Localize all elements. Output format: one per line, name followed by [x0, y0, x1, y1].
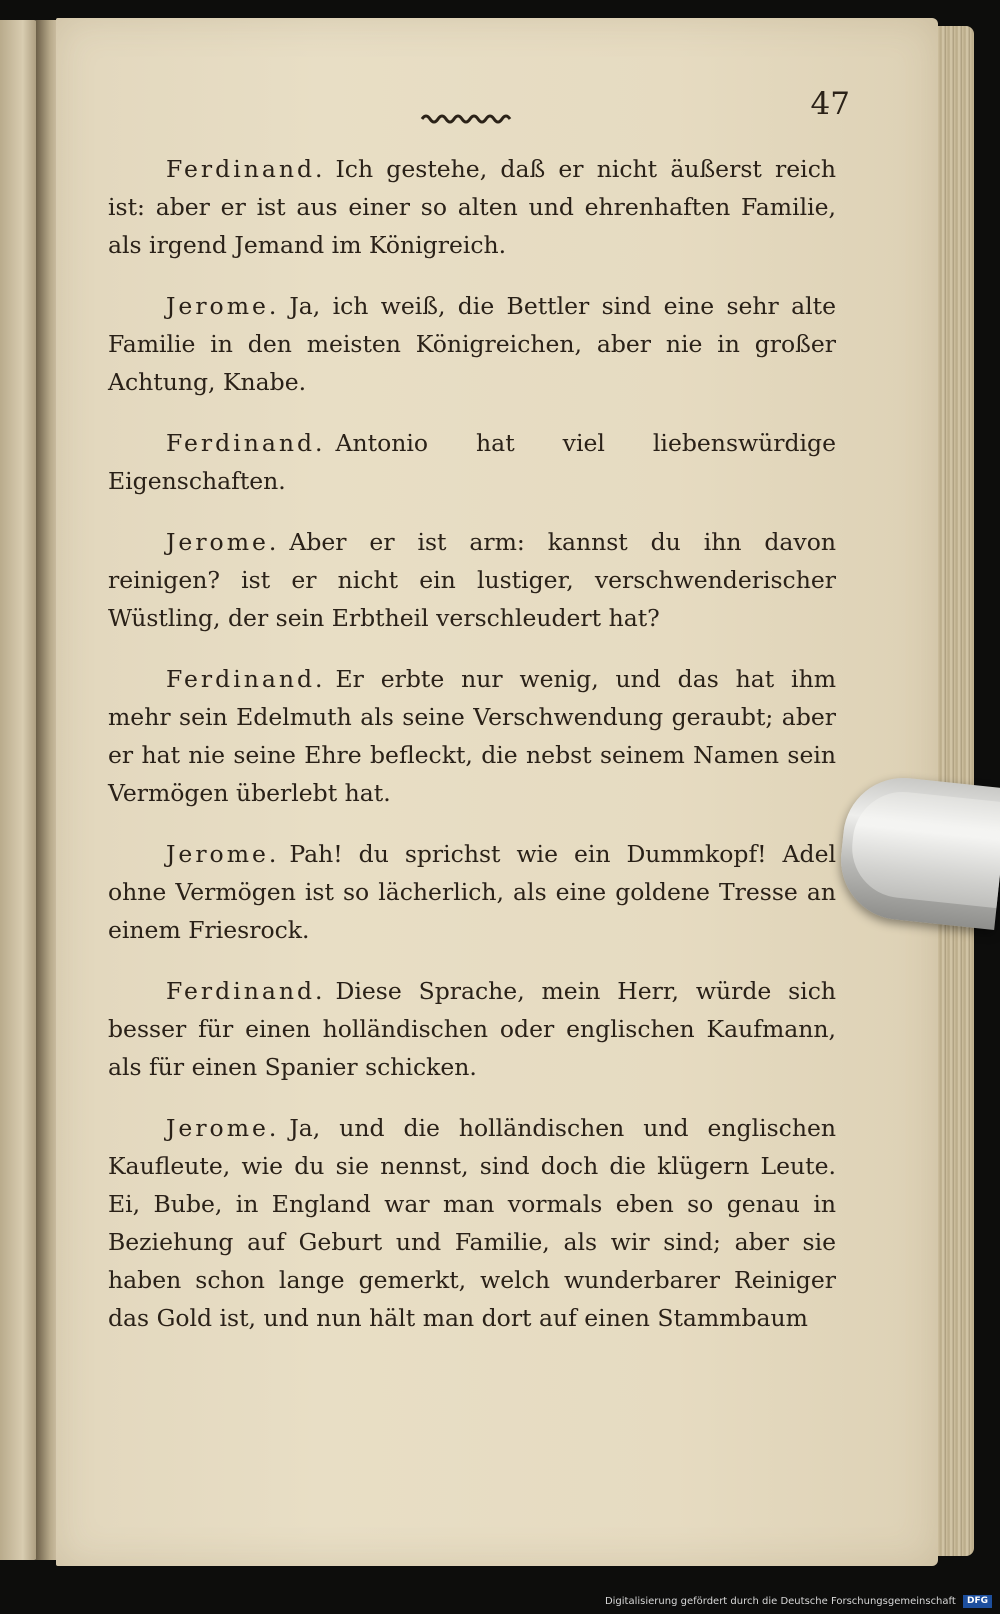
- speech-1: [108, 150, 836, 264]
- speech-7: [108, 972, 836, 1086]
- speech-3: [108, 424, 836, 500]
- speech-text: Diese Sprache, mein Herr, würde sich besser für einen holländischen oder englischen Kaufmann, als für einen Spanier schicken.: [108, 977, 836, 1081]
- credit-text: Digitalisierung gefördert durch die Deutsche Forschungsgemeinschaft: [604, 1596, 956, 1607]
- speaker-name: Jerome.: [166, 1114, 280, 1142]
- left-page-edge: [0, 20, 38, 1560]
- speaker-name: Jerome.: [166, 292, 280, 320]
- speech-text: Aber er ist arm: kannst du ihn davon reinigen? ist er nicht ein lustiger, verschwenderischer Wüstling, der sein Erbtheil verschleudert hat?: [108, 528, 836, 632]
- speech-8: [108, 1109, 836, 1337]
- speech-2: [108, 287, 836, 401]
- speech-text: Antonio hat viel liebenswürdige Eigenschaften.: [108, 429, 836, 495]
- page-clip-highlight: [847, 787, 1000, 908]
- speech-6: [108, 835, 836, 949]
- speech-text: Er erbte nur wenig, und das hat ihm mehr sein Edelmuth als seine Verschwendung geraubt; aber er hat nie seine Ehre befleckt, die nebst seinem Namen sein Vermögen überlebt hat.: [108, 665, 836, 807]
- speaker-name: Ferdinand.: [166, 429, 326, 457]
- digitization-credit: [560, 1592, 992, 1612]
- page-text: [108, 150, 836, 1360]
- speech-4: [108, 523, 836, 637]
- dfg-logo: DFG: [963, 1595, 992, 1608]
- speech-text: Ich gestehe, daß er nicht äußerst reich ist: aber er ist aus einer so alten und ehrenhaften Familie, als irgend Jemand im Königreich.: [108, 155, 836, 259]
- speech-5: [108, 660, 836, 812]
- speaker-name: Ferdinand.: [166, 665, 326, 693]
- ornament-divider: [420, 112, 516, 126]
- speaker-name: Jerome.: [166, 528, 280, 556]
- speaker-name: Ferdinand.: [166, 977, 326, 1005]
- speech-text: Pah! du sprichst wie ein Dummkopf! Adel ohne Vermögen ist so lächerlich, als eine goldene Tresse an einem Friesrock.: [108, 840, 836, 944]
- speech-text: Ja, ich weiß, die Bettler sind eine sehr alte Familie in den meisten Königreichen, aber nie in großer Achtung, Knabe.: [108, 292, 836, 396]
- page-number: 47: [810, 86, 850, 122]
- speaker-name: Jerome.: [166, 840, 280, 868]
- speech-text: Ja, und die holländischen und englischen Kaufleute, wie du sie nennst, sind doch die klügern Leute. Ei, Bube, in England war man vormals eben so genau in Beziehung auf Geburt und Familie, als wir sind; aber sie haben schon lange gemerkt, welch wunderbarer Reiniger das Gold ist, und nun hält man dort auf einen Stammbaum: [108, 1114, 836, 1332]
- speaker-name: Ferdinand.: [166, 155, 326, 183]
